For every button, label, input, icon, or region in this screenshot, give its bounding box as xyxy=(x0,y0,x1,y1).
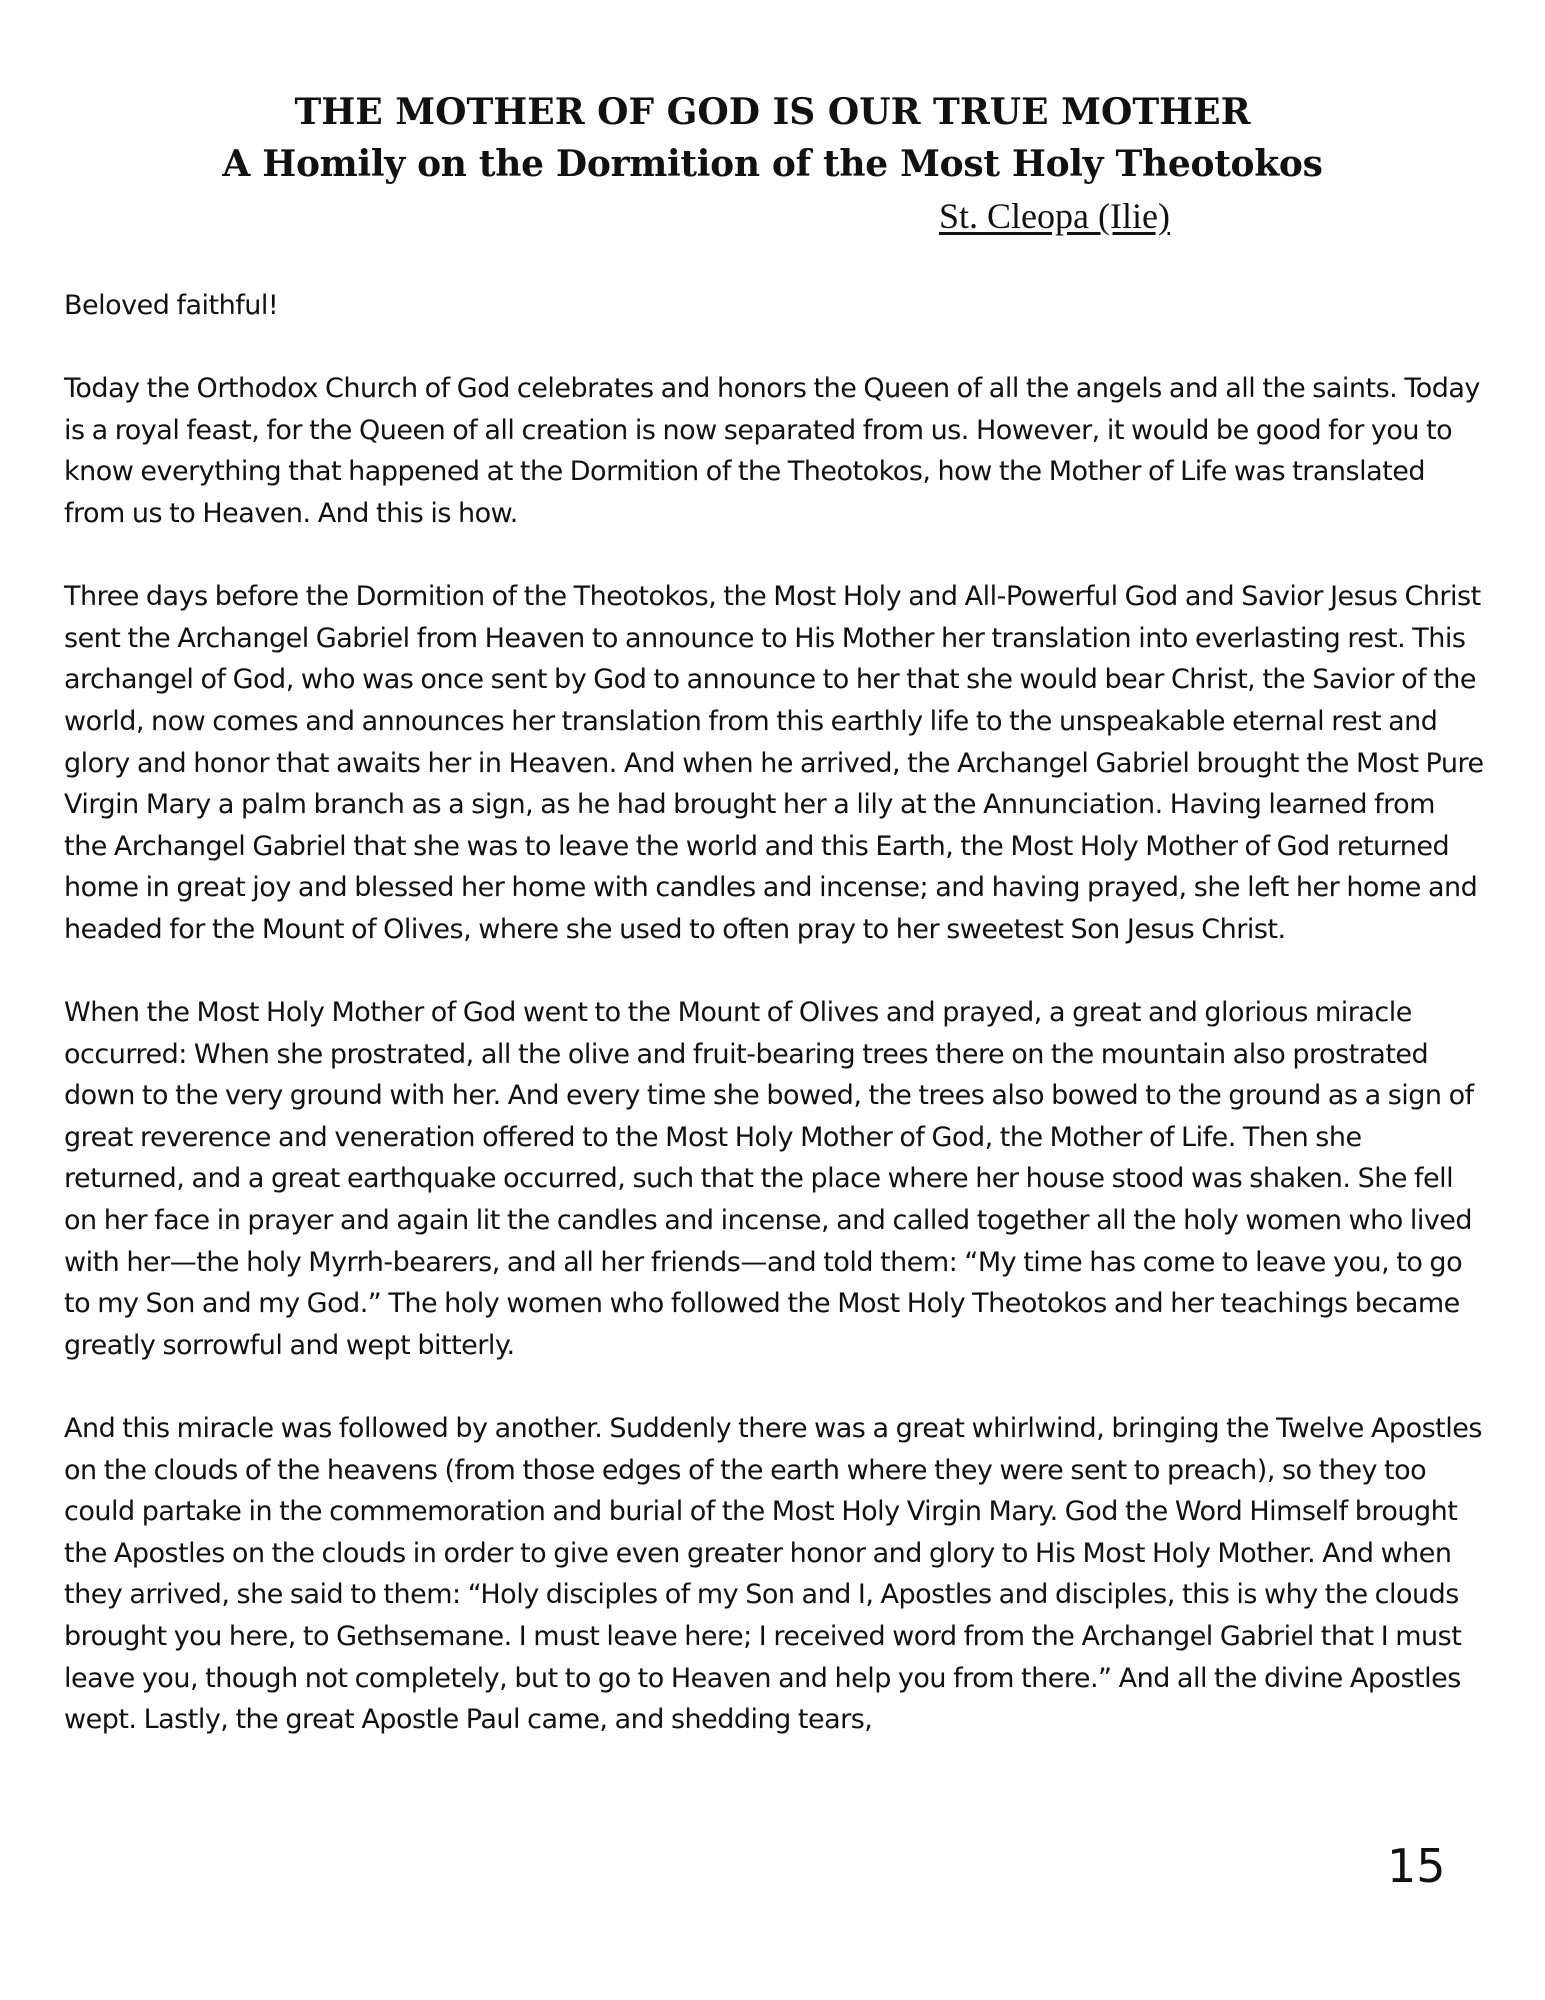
title-block xyxy=(0,86,1545,190)
paragraph-4: And this miracle was followed by another. Suddenly there was a great whirlwind, bringing the Twelve Apostles on the clouds of the heavens (from those edges of the earth where they were sent to preach), so they too could partake in the commemoration and burial of the Most Holy Virgin Mary. God the Word Himself brought the Apostles on the clouds in order to give even greater honor and glory to His Most Holy Mother. And when they arrived, she said to them: “Holy disciples of my Son and I, Apostles and disciples, this is why the clouds brought you here, to Gethsemane. I must leave here; I received word from the Archangel Gabriel that I must leave you, though not completely, but to go to Heaven and help you from there.” And all the divine Apostles wept. Lastly, the great Apostle Paul came, and shedding tears, xyxy=(64,1413,1482,1736)
page-number: 15 xyxy=(1387,1839,1446,1893)
paragraph-2: Three days before the Dormition of the Theotokos, the Most Holy and All-Powerful God and Savior Jesus Christ sent the Archangel Gabriel from Heaven to announce to His Mother her translation into everlasting rest. This archangel of God, who was once sent by God to announce to her that she would bear Christ, the Savior of the world, now comes and announces her translation from this earthly life to the unspeakable eternal rest and glory and honor that awaits her in Heaven. And when he arrived, the Archangel Gabriel brought the Most Pure Virgin Mary a palm branch as a sign, as he had brought her a lily at the Annunciation. Having learned from the Archangel Gabriel that she was to leave the world and this Earth, the Most Holy Mother of God returned home in great joy and blessed her home with candles and incense; and having prayed, she left her home and headed for the Mount of Olives, where she used to often pray to her sweetest Son Jesus Christ. xyxy=(64,581,1484,945)
paragraph-3: When the Most Holy Mother of God went to the Mount of Olives and prayed, a great and glorious miracle occurred: When she prostrated, all the olive and fruit-bearing trees there on the mountain also prostrated down to the very ground with her. And every time she bowed, the trees also bowed to the ground as a sign of great reverence and veneration offered to the Most Holy Mother of God, the Mother of Life. Then she returned, and a great earthquake occurred, such that the place where her house stood was shaken. She fell on her face in prayer and again lit the candles and incense, and called together all the holy women who lived with her—the holy Myrrh-bearers, and all her friends—and told them: “My time has come to leave you, to go to my Son and my God.” The holy women who followed the Most Holy Theotokos and her teachings became greatly sorrowful and wept bitterly. xyxy=(64,997,1474,1361)
homily-body xyxy=(64,285,1484,1782)
paragraph-greeting: Beloved faithful! xyxy=(64,290,279,321)
paragraph-1: Today the Orthodox Church of God celebrates and honors the Queen of all the angels and all the saints. Today is a royal feast, for the Queen of all creation is now separated from us. However, it would be good for you to know everything that happened at the Dormition of the Theotokos, how the Mother of Life was translated from us to Heaven. And this is how. xyxy=(64,373,1480,529)
page-subtitle: A Homily on the Dormition of the Most Holy Theotokos xyxy=(222,143,1323,185)
page-title: THE MOTHER OF GOD IS OUR TRUE MOTHER xyxy=(294,91,1251,133)
author-name: St. Cleopa (Ilie) xyxy=(939,196,1170,236)
